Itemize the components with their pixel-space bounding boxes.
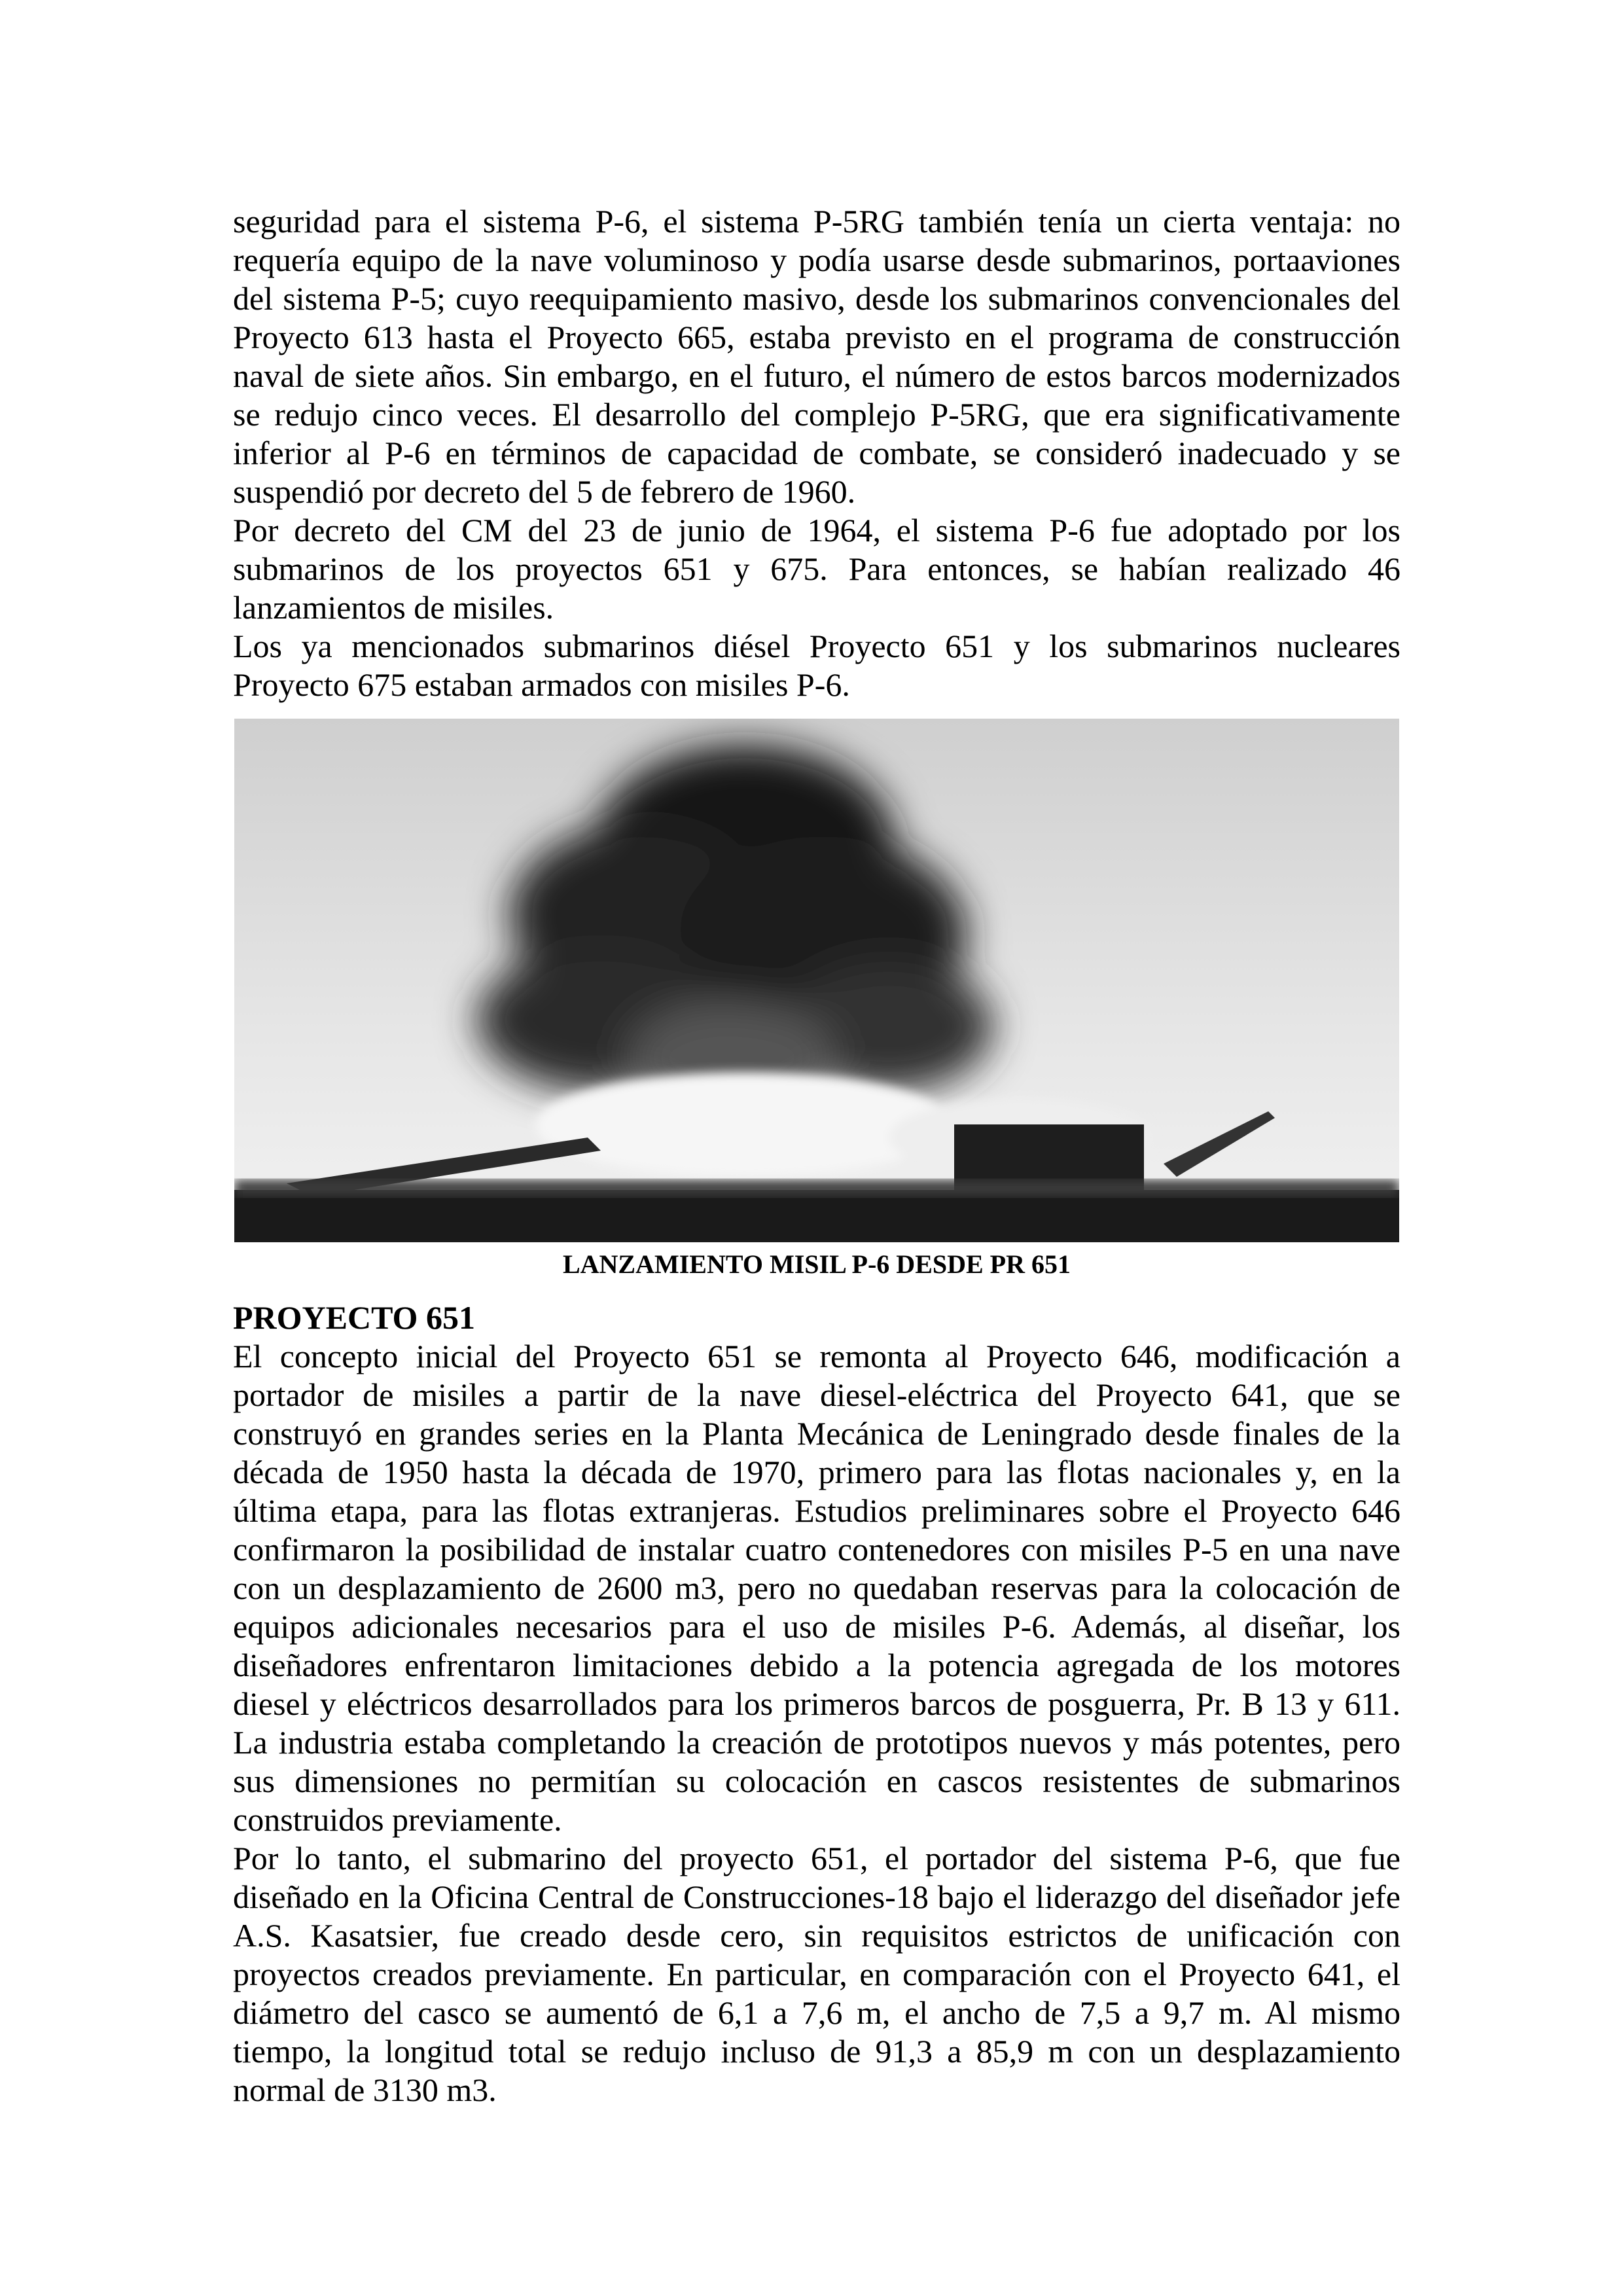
text-line: diámetro del casco se aumentó de 6,1 a 7,6 m, el ancho de 7,5 a 9,7 m. Al mismo (233, 1994, 1400, 2031)
text-line: Por lo tanto, el submarino del proyecto 651, el portador del sistema P-6, que fue (233, 1840, 1400, 1876)
section-heading: PROYECTO 651 (233, 1299, 475, 1336)
text-line: diseñado en la Oficina Central de Construcciones-18 bajo el liderazgo del diseñador jefe (233, 1878, 1400, 1915)
text-line: Por decreto del CM del 23 de junio de 1964, el sistema P-6 fue adoptado por los (233, 512, 1400, 548)
paragraph (233, 1839, 1400, 2109)
text-line: diesel y eléctricos desarrollados para los primeros barcos de posguerra, Pr. B 13 y 611. (233, 1685, 1400, 1722)
text-line: sus dimensiones no permitían su colocación en cascos resistentes de submarinos (233, 1763, 1400, 1799)
text-line: diseñadores enfrentaron limitaciones debido a la potencia agregada de los motores (233, 1647, 1400, 1683)
text-line: última etapa, para las flotas extranjeras. Estudios preliminares sobre el Proyecto 646 (233, 1492, 1400, 1529)
text-line: Los ya mencionados submarinos diésel Proyecto 651 y los submarinos nucleares (233, 628, 1400, 664)
text-line: construyó en grandes series en la Planta Mecánica de Leningrado desde finales de la (233, 1415, 1400, 1452)
section-2-text (233, 1337, 1400, 2109)
text-line: El concepto inicial del Proyecto 651 se remonta al Proyecto 646, modificación a (233, 1338, 1400, 1374)
text-line: se redujo cinco veces. El desarrollo del complejo P-5RG, que era significativamente (233, 396, 1400, 433)
section-1-text (233, 202, 1400, 704)
paragraph (233, 1337, 1400, 1839)
text-line: La industria estaba completando la creación de prototipos nuevos y más potentes, pero (233, 1724, 1400, 1761)
photo-image (234, 719, 1399, 1242)
text-line: A.S. Kasatsier, fue creado desde cero, sin requisitos estrictos de unificación con (233, 1917, 1400, 1954)
text-line: normal de 3130 m3. (233, 2072, 497, 2108)
text-line: naval de siete años. Sin embargo, en el futuro, el número de estos barcos modernizados (233, 357, 1400, 394)
missile-launch-photo (234, 719, 1399, 1242)
text-line: inferior al P-6 en términos de capacidad de combate, se consideró inadecuado y se (233, 435, 1400, 471)
text-line: década de 1950 hasta la década de 1970, primero para las flotas nacionales y, en la (233, 1454, 1400, 1490)
paragraph (233, 511, 1400, 627)
text-line: Proyecto 613 hasta el Proyecto 665, estaba previsto en el programa de construcción (233, 319, 1400, 355)
paragraph (233, 627, 1400, 704)
text-line: tiempo, la longitud total se redujo incluso de 91,3 a 85,9 m con un desplazamiento (233, 2033, 1400, 2070)
figure-caption: LANZAMIENTO MISIL P-6 DESDE PR 651 (562, 1249, 1071, 1279)
paragraph (233, 202, 1400, 511)
text-line: equipos adicionales necesarios para el uso de misiles P-6. Además, al diseñar, los (233, 1608, 1400, 1645)
text-line: seguridad para el sistema P-6, el sistema P-5RG también tenía un cierta ventaja: no (233, 203, 1400, 240)
text-line: con un desplazamiento de 2600 m3, pero no quedaban reservas para la colocación de (233, 1570, 1400, 1606)
text-line: confirmaron la posibilidad de instalar cuatro contenedores con misiles P-5 en una nave (233, 1531, 1400, 1568)
text-line: Proyecto 675 estaban armados con misiles P-6. (233, 666, 850, 703)
text-line: portador de misiles a partir de la nave diesel-eléctrica del Proyecto 641, que se (233, 1376, 1400, 1413)
text-line: requería equipo de la nave voluminoso y podía usarse desde submarinos, portaaviones (233, 242, 1400, 278)
text-line: construidos previamente. (233, 1801, 562, 1838)
text-line: lanzamientos de misiles. (233, 589, 554, 626)
text-line: del sistema P-5; cuyo reequipamiento masivo, desde los submarinos convencionales del (233, 280, 1400, 317)
text-line: suspendió por decreto del 5 de febrero de 1960. (233, 473, 856, 510)
text-line: proyectos creados previamente. En particular, en comparación con el Proyecto 641, el (233, 1956, 1400, 1992)
text-line: submarinos de los proyectos 651 y 675. Para entonces, se habían realizado 46 (233, 550, 1400, 587)
